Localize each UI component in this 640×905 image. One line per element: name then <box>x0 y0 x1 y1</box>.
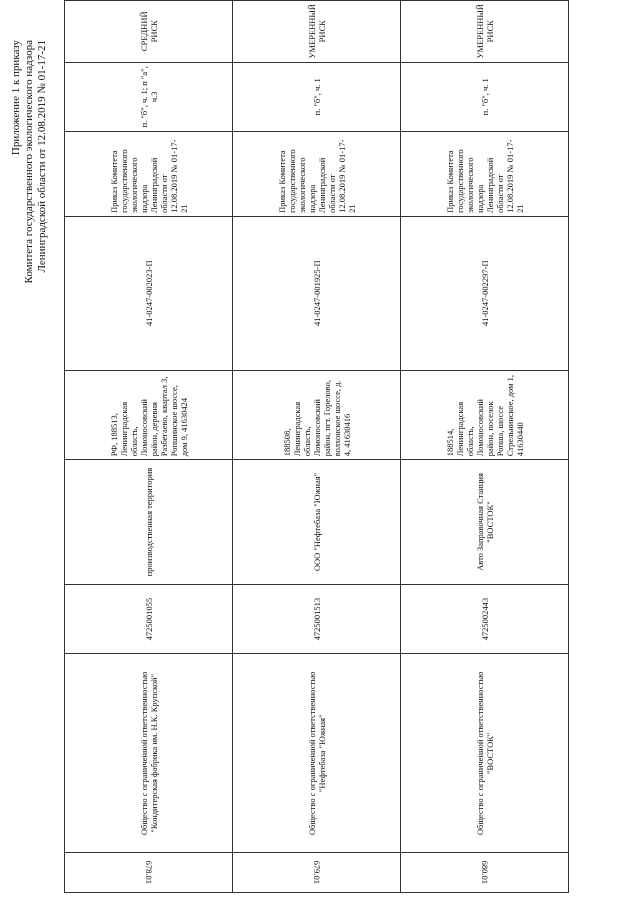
address-cell: РФ, 188513, Ленинградская область, Ломоносовский район, деревня Разбегаево, квартал 3, Ропшинское шоссе, дом 9, 41630424 <box>65 370 233 460</box>
address-cell: 188508, Ленинградская область, Ломоносовский район, пгт. Горелово, волхонское шоссе, д. 4, 41630416 <box>233 370 401 460</box>
table-row <box>233 1 401 893</box>
order-cell: Приказ Комитета государственного экологического надзора Ленинградской области от 12.08.2019 № 01-17-21 <box>65 132 233 217</box>
object-code: 41-0247-002297-П <box>401 216 569 370</box>
object-name: Авто Заправочная Станция "ВОСТОК" <box>401 460 569 584</box>
header-line-1: Приложение 1 к приказу <box>10 40 22 156</box>
risk-category: УМЕРЕННЫЙ РИСК <box>233 1 401 63</box>
header-line-2: Комитета государственного экологического надзора <box>23 40 35 284</box>
table-row <box>401 1 569 893</box>
table-row <box>65 1 233 893</box>
document-header <box>10 40 49 560</box>
clause-cell: п. "б", ч. 1; п "а", ч.3 <box>65 62 233 131</box>
order-cell: Приказ Комитета государственного экологического надзора Ленинградской области от 12.08.2019 № 01-17-21 <box>233 132 401 217</box>
risk-category: СРЕДНИЙ РИСК <box>65 1 233 63</box>
object-code: 41-0247-002023-П <box>65 216 233 370</box>
organization-name: Общество с ограниченной ответственностью "Кондитерская фабрика им. Н.К. Крупской" <box>65 654 233 853</box>
registry-table <box>64 0 569 893</box>
object-name: ООО "Нефтебаза "Южная" <box>233 460 401 584</box>
organization-name: Общество с ограниченной ответственностью "Нефтебаза "Южная" <box>233 654 401 853</box>
header-line-3: Ленинградской области от 12.08.2019 № 01-17-21 <box>36 40 48 273</box>
row-number: 678.01 <box>65 853 233 893</box>
risk-category: УМЕРЕННЫЙ РИСК <box>401 1 569 63</box>
address-cell: 188514, Ленинградская область, Ломоносовский район, поселок Ропша, шоссе Стрельнинское, дом 1, 41630440 <box>401 370 569 460</box>
row-number: 679.01 <box>233 853 401 893</box>
object-code: 41-0247-001925-П <box>233 216 401 370</box>
inn-cell: 4725001513 <box>233 584 401 654</box>
order-cell: Приказ Комитета государственного экологического надзора Ленинградской области от 12.08.2019 № 01-17-21 <box>401 132 569 217</box>
inn-cell: 4725001055 <box>65 584 233 654</box>
row-number: 680.01 <box>401 853 569 893</box>
inn-cell: 4725002443 <box>401 584 569 654</box>
organization-name: Общество с ограниченной ответственностью "ВОСТОК" <box>401 654 569 853</box>
object-name: производственная территория <box>65 460 233 584</box>
clause-cell: п. "б", ч. 1 <box>233 62 401 131</box>
clause-cell: п. "б", ч. 1 <box>401 62 569 131</box>
